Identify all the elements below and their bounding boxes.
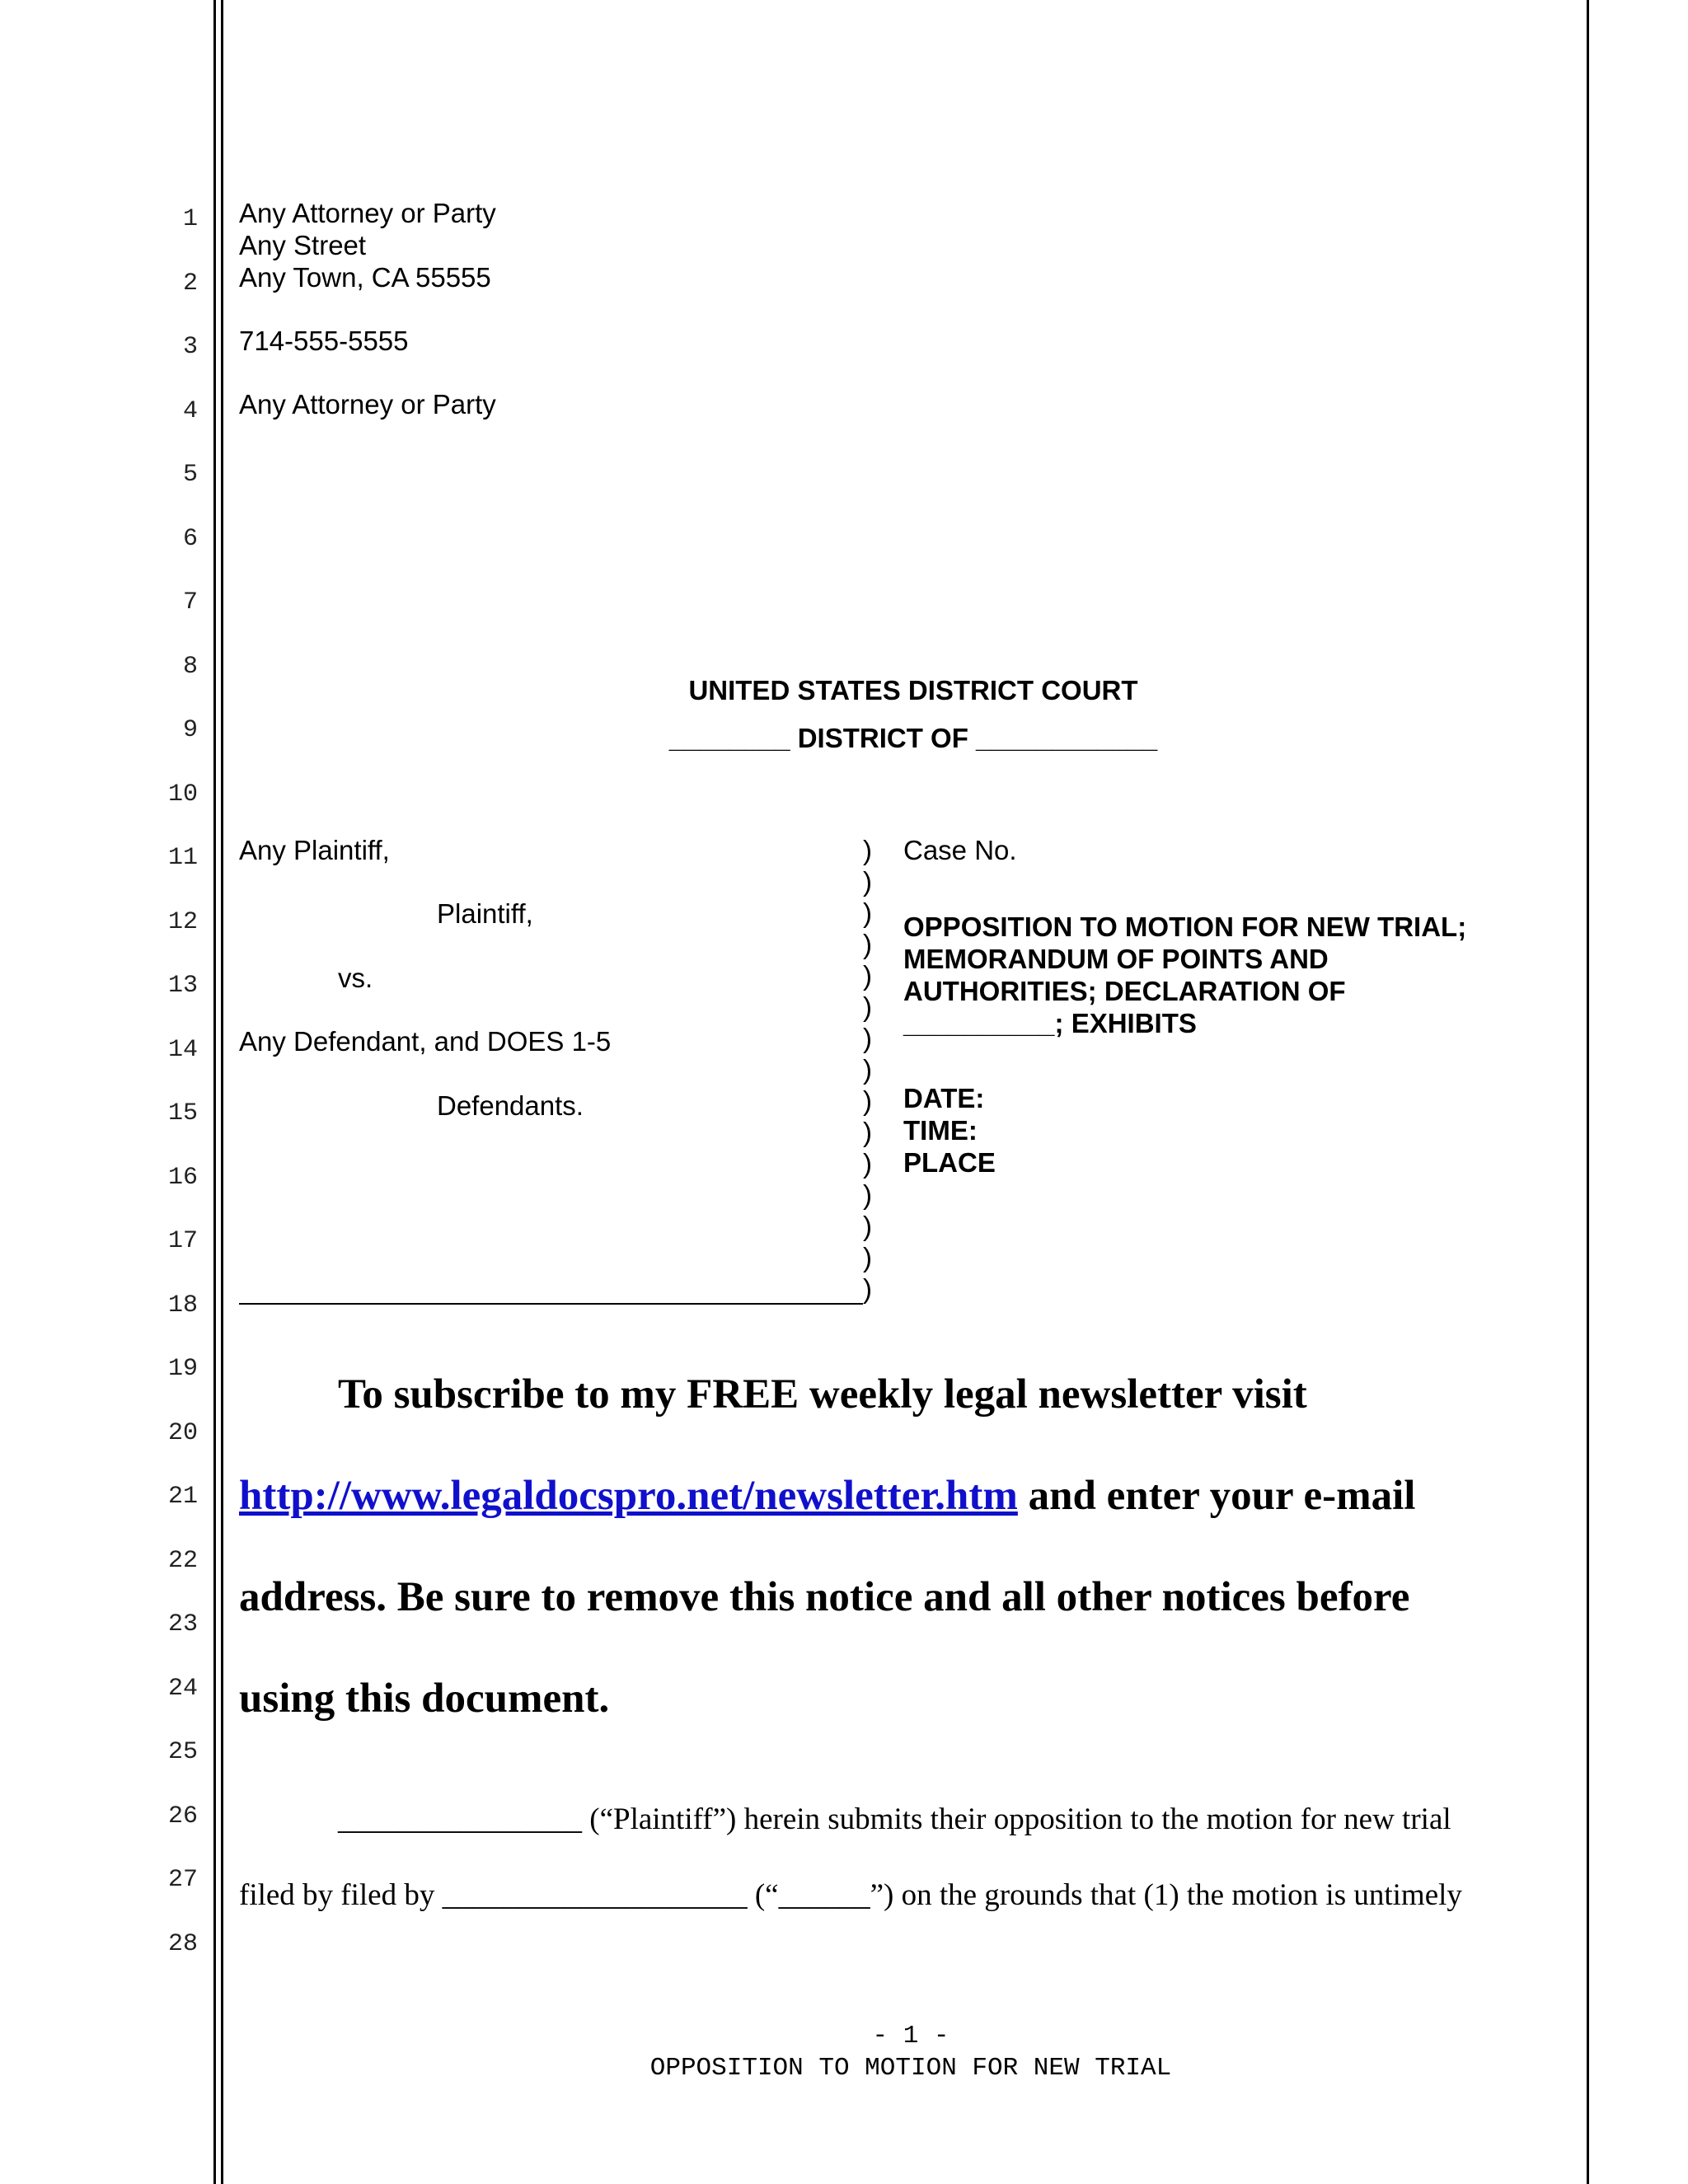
paren: ) xyxy=(863,991,872,1022)
attorney-city: Any Town, CA 55555 xyxy=(239,262,491,293)
line-number: 17 xyxy=(167,1227,198,1255)
body-line: filed by filed by ____________________ (“______”) on the grounds that (1) the motion is untimely xyxy=(239,1878,1462,1912)
line-number: 6 xyxy=(182,525,198,553)
paren: ) xyxy=(863,1242,872,1272)
left-margin-rule-inner xyxy=(221,0,223,2184)
line-number: 4 xyxy=(182,397,198,425)
line-number: 19 xyxy=(167,1355,198,1383)
paren: ) xyxy=(863,960,872,991)
court-district: ________ DISTRICT OF ____________ xyxy=(668,723,1158,753)
attorney-street: Any Street xyxy=(239,230,367,260)
caption-underline xyxy=(239,1303,863,1305)
plaintiff-role: Plaintiff, xyxy=(437,898,533,929)
paren: ) xyxy=(863,1273,872,1304)
paren: ) xyxy=(863,1117,872,1147)
paren: ) xyxy=(863,1054,872,1085)
paren: ) xyxy=(863,898,872,928)
paren: ) xyxy=(863,1211,872,1241)
line-number: 27 xyxy=(167,1866,198,1894)
paren: ) xyxy=(863,1148,872,1179)
line-number: 24 xyxy=(167,1675,198,1703)
line-number: 16 xyxy=(167,1164,198,1192)
attorney-phone: 714-555-5555 xyxy=(239,326,409,356)
line-number: 28 xyxy=(167,1930,198,1958)
plaintiff-blank: ________________ xyxy=(338,1802,582,1836)
paren: ) xyxy=(863,1085,872,1116)
footer-title: OPPOSITION TO MOTION FOR NEW TRIAL xyxy=(649,2054,1172,2083)
notice-line-rest: and enter your e-mail xyxy=(1017,1473,1416,1519)
line-number: 26 xyxy=(167,1802,198,1830)
newsletter-link[interactable]: http://www.legaldocspro.net/newsletter.htm xyxy=(239,1473,1018,1519)
document-title-line: AUTHORITIES; DECLARATION OF xyxy=(903,976,1346,1006)
line-number: 22 xyxy=(167,1547,198,1575)
notice-line: To subscribe to my FREE weekly legal newsletter visit xyxy=(338,1371,1307,1418)
document-title-line: OPPOSITION TO MOTION FOR NEW TRIAL; xyxy=(903,912,1467,942)
document-title-line: __________; EXHIBITS xyxy=(903,1008,1197,1038)
hearing-place-label: PLACE xyxy=(903,1147,996,1178)
line-number: 5 xyxy=(182,461,198,489)
notice-line xyxy=(239,1472,1415,1520)
line-number: 14 xyxy=(167,1036,198,1064)
attorney-for: Any Attorney or Party xyxy=(239,389,496,419)
defendant-name: Any Defendant, and DOES 1-5 xyxy=(239,1026,612,1057)
line-number: 1 xyxy=(182,205,198,233)
body-line-rest: (“Plaintiff”) herein submits their opposition to the motion for new trial xyxy=(582,1802,1451,1836)
line-number: 21 xyxy=(167,1483,198,1511)
line-number: 25 xyxy=(167,1738,198,1766)
line-number: 12 xyxy=(167,908,198,936)
paren: ) xyxy=(863,1179,872,1210)
case-number-label: Case No. xyxy=(903,835,1017,865)
notice-line: using this document. xyxy=(239,1675,610,1722)
line-number: 2 xyxy=(182,269,198,298)
paren: ) xyxy=(863,866,872,897)
line-number: 8 xyxy=(182,653,198,681)
paren: ) xyxy=(863,1023,872,1053)
line-number: 10 xyxy=(167,780,198,808)
line-number: 18 xyxy=(167,1291,198,1319)
line-number: 7 xyxy=(182,588,198,616)
left-margin-rule-outer xyxy=(213,0,216,2184)
line-number: 11 xyxy=(167,844,198,872)
hearing-date-label: DATE: xyxy=(903,1083,985,1113)
paren: ) xyxy=(863,929,872,959)
court-name: UNITED STATES DISTRICT COURT xyxy=(688,675,1138,705)
line-number: 3 xyxy=(182,333,198,361)
versus: vs. xyxy=(338,963,373,993)
right-margin-rule xyxy=(1587,0,1589,2184)
page-number: - 1 - xyxy=(872,2022,950,2050)
document-title-line: MEMORANDUM OF POINTS AND xyxy=(903,944,1329,974)
hearing-time-label: TIME: xyxy=(903,1115,978,1146)
body-line xyxy=(338,1802,1451,1837)
notice-line: address. Be sure to remove this notice and all other notices before xyxy=(239,1574,1410,1620)
line-number: 20 xyxy=(167,1419,198,1447)
paren: ) xyxy=(863,835,872,865)
line-number: 15 xyxy=(167,1099,198,1127)
line-number: 9 xyxy=(182,716,198,744)
defendant-role: Defendants. xyxy=(437,1090,584,1121)
plaintiff-name: Any Plaintiff, xyxy=(239,835,390,865)
line-number: 23 xyxy=(167,1610,198,1638)
line-number: 13 xyxy=(167,972,198,1000)
attorney-name: Any Attorney or Party xyxy=(239,198,496,228)
